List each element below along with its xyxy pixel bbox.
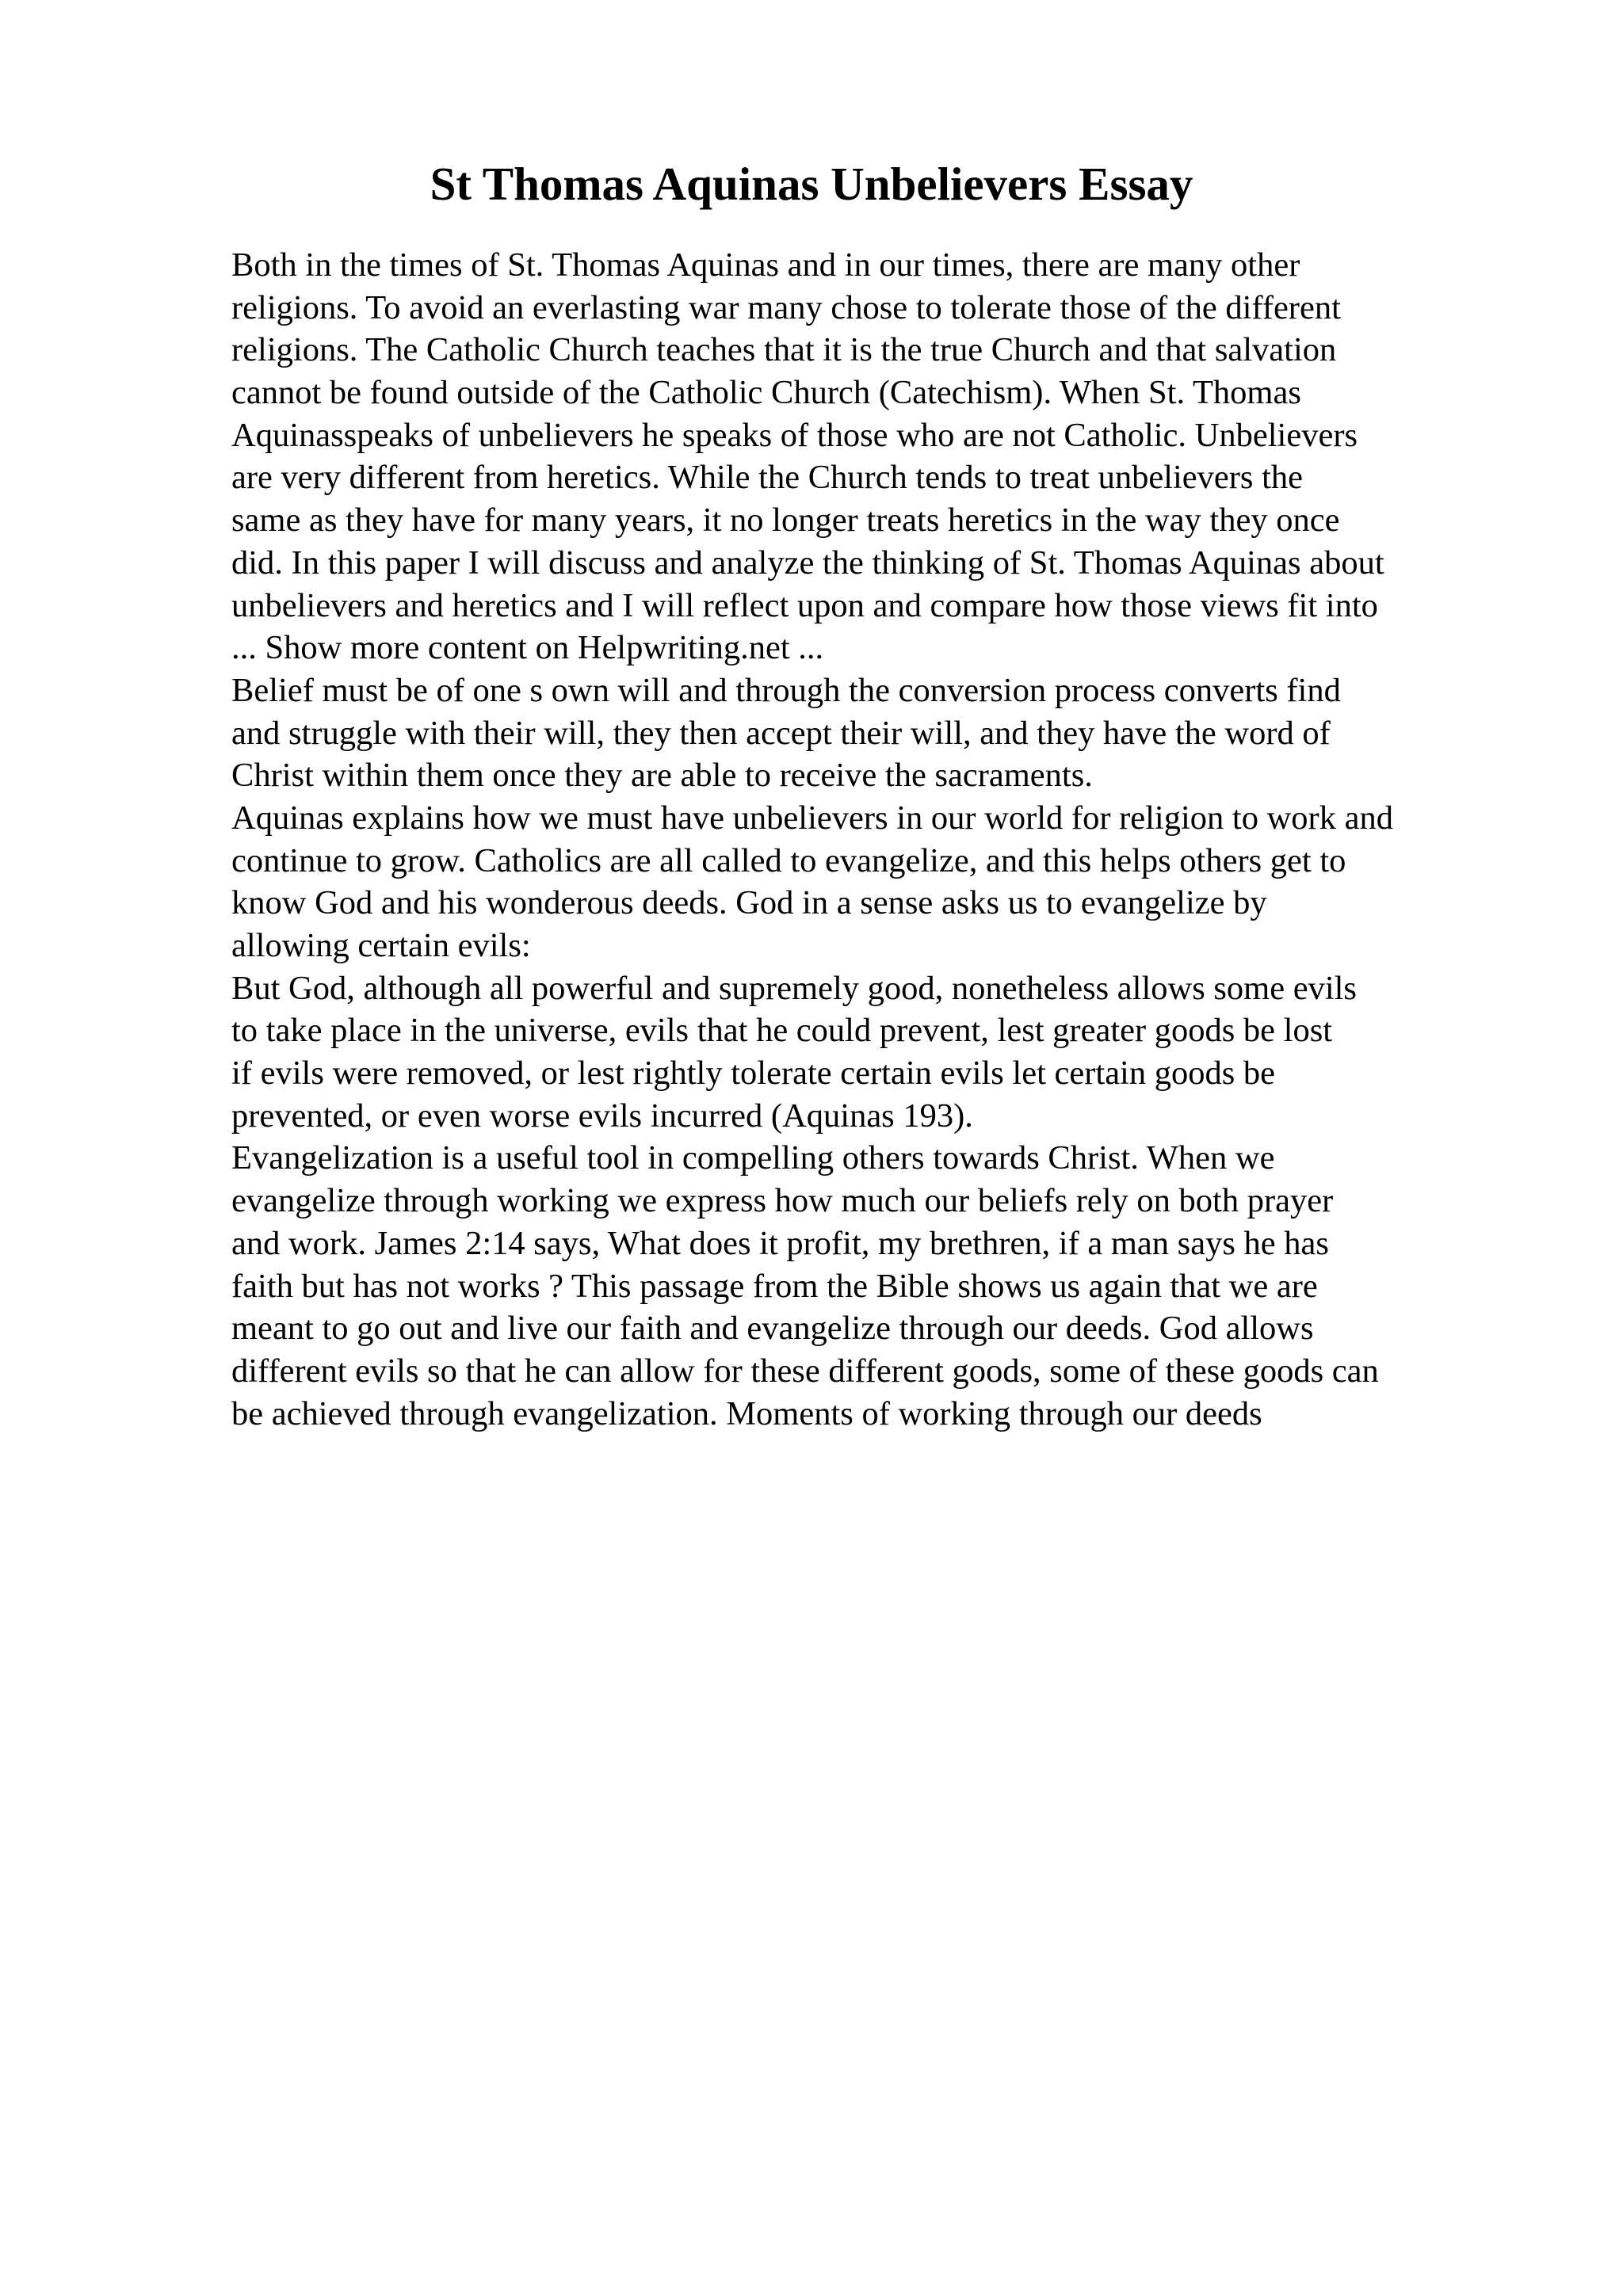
text-line: Evangelization is a useful tool in compelling others towards Christ. When we (231, 1139, 1275, 1177)
text-line: meant to go out and live our faith and evangelize through our deeds. God allows (231, 1310, 1314, 1348)
document-title: St Thomas Aquinas Unbelievers Essay (430, 158, 1193, 210)
text-line: prevented, or even worse evils incurred (Aquinas 193). (231, 1097, 973, 1135)
text-line: unbelievers and heretics and I will reflect upon and compare how those views fit into (231, 586, 1378, 624)
text-line: ... Show more content on Helpwriting.net ... (231, 629, 824, 667)
text-line: and work. James 2:14 says, What does it profit, my brethren, if a man says he has (231, 1224, 1329, 1262)
text-line: Christ within them once they are able to receive the sacraments. (231, 757, 1093, 795)
text-line: cannot be found outside of the Catholic Church (Catechism). When St. Thomas (231, 374, 1301, 412)
document-body (231, 244, 1594, 1435)
text-line: Aquinasspeaks of unbelievers he speaks of those who are not Catholic. Unbelievers (231, 416, 1358, 454)
text-line: to take place in the universe, evils that he could prevent, lest greater goods be lost (231, 1012, 1333, 1050)
text-line: religions. The Catholic Church teaches that it is the true Church and that salvation (231, 331, 1337, 369)
text-line: evangelize through working we express how much our beliefs rely on both prayer (231, 1182, 1334, 1220)
text-line: know God and his wonderous deeds. God in a sense asks us to evangelize by (231, 884, 1267, 922)
text-line: Aquinas explains how we must have unbelievers in our world for religion to work and (231, 799, 1393, 837)
text-line: if evils were removed, or lest rightly tolerate certain evils let certain goods be (231, 1055, 1276, 1093)
text-line: different evils so that he can allow for these different goods, some of these goods can (231, 1352, 1379, 1390)
text-line: Both in the times of St. Thomas Aquinas and in our times, there are many other (231, 246, 1300, 284)
text-line: are very different from heretics. While the Church tends to treat unbelievers the (231, 459, 1304, 497)
text-line: same as they have for many years, it no longer treats heretics in the way they once (231, 502, 1340, 540)
text-line: continue to grow. Catholics are all called to evangelize, and this helps others get to (231, 841, 1346, 879)
text-line: allowing certain evils: (231, 927, 531, 964)
text-line: Belief must be of one s own will and through the conversion process converts find (231, 671, 1341, 709)
text-line: faith but has not works ? This passage from the Bible shows us again that we are (231, 1267, 1318, 1305)
text-line: be achieved through evangelization. Moments of working through our deeds (231, 1394, 1262, 1432)
text-line: did. In this paper I will discuss and analyze the thinking of St. Thomas Aquinas about (231, 543, 1384, 582)
text-line: religions. To avoid an everlasting war many chose to tolerate those of the different (231, 288, 1341, 326)
text-line: But God, although all powerful and supremely good, nonetheless allows some evils (231, 969, 1357, 1007)
text-line: and struggle with their will, they then accept their will, and they have the word of (231, 714, 1331, 752)
